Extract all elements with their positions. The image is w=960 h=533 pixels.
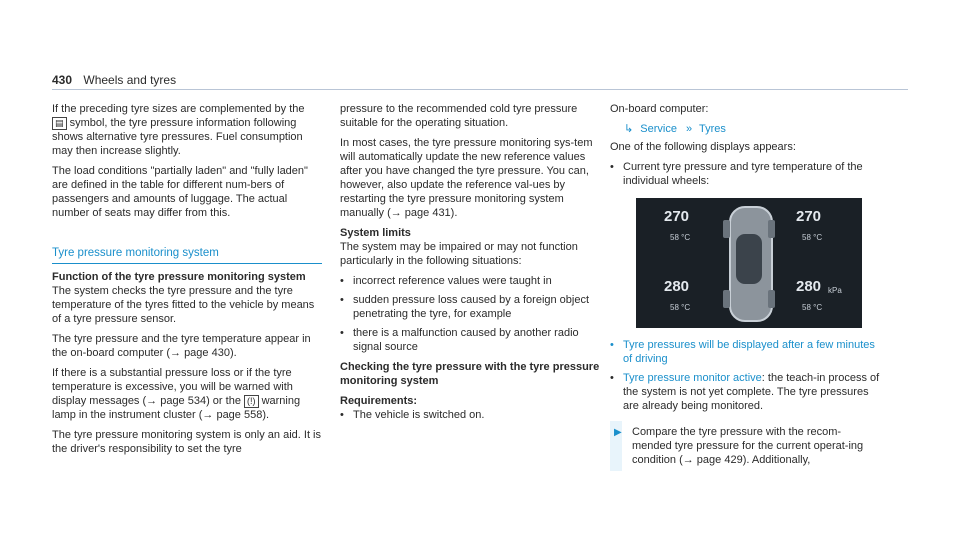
play-triangle-icon: ▶ (614, 427, 622, 438)
displays-intro: One of the following displays appears: (610, 141, 796, 153)
page-number: 430 (52, 73, 73, 87)
limits-intro: The system may be impaired or may not function particularly in the following situations: (340, 241, 578, 267)
tyre-warning-lamp-icon: (!) (244, 395, 259, 408)
wheel-rear-right (768, 290, 775, 308)
list-item: • sudden pressure loss caused by a foreign object penetrating the tyre, for example (340, 293, 602, 321)
front-right-temp: 58 °C (802, 233, 823, 242)
paragraph-text: If the preceding tyre sizes are complemented by the (52, 103, 305, 115)
status-label: Tyre pressure monitor active (623, 372, 762, 384)
limits-title: System limits (340, 227, 411, 239)
front-left-pressure: 270 (664, 208, 690, 225)
page-header (52, 73, 176, 87)
list-item: • The vehicle is switched on. (340, 408, 602, 422)
menu-arrow-icon: ↳ (624, 123, 634, 135)
list-item: • incorrect reference values were taught in (340, 274, 602, 288)
requirements-title: Requirements: (340, 395, 418, 407)
section-title: Tyre pressure monitoring system (52, 246, 322, 264)
paragraph-text: warning lamp in the instrument cluster (→ page 558). (52, 395, 301, 421)
paragraph-cold-pressure: pressure to the recommended cold tyre pressure suitable for the operating situation. (340, 103, 578, 129)
pressure-unit: kPa (828, 286, 842, 295)
paragraph-text: If there is a substantial pressure loss or if the tyre temperature is excessive, you will be warned with display messages (→ page 534) or the (52, 367, 293, 407)
tyre-info-symbol-icon: ▤ (52, 117, 67, 130)
status-description: : the teach-in process of the system is not yet complete. The tyre pressures are already being monitored. (623, 372, 880, 412)
paragraph-system-checks: The system checks the tyre pressure and the tyre temperature of the tyres fitted to the vehicle by means of a tyre pressure sensor. (52, 285, 315, 325)
list-item (610, 371, 880, 413)
paragraph-warning (52, 366, 322, 422)
subsection-title: Function of the tyre pressure monitoring system (52, 271, 306, 283)
paragraph-display: The tyre pressure and the tyre temperature appear in the on-board computer (→ page 430). (52, 333, 311, 359)
wheel-rear-left (723, 290, 730, 308)
menu-path (624, 122, 880, 136)
column-2 (340, 102, 602, 427)
list-item: • Tyre pressures will be displayed after a few minutes of driving (610, 338, 880, 366)
rear-right-pressure: 280 (796, 278, 822, 295)
action-step (610, 421, 880, 471)
tyre-pressure-display (636, 198, 862, 328)
column-3 (610, 102, 880, 471)
rear-right-temp: 58 °C (802, 303, 823, 312)
list-item: • Current tyre pressure and tyre temperature of the individual wheels: (610, 160, 880, 188)
chapter-title: Wheels and tyres (83, 73, 177, 87)
front-right-pressure: 270 (796, 208, 822, 225)
checking-title: Checking the tyre pressure with the tyre pressure monitoring system (340, 361, 600, 387)
car-roof (736, 234, 762, 284)
rear-left-pressure: 280 (664, 278, 690, 295)
wheel-front-left (723, 220, 730, 238)
list-item: • there is a malfunction caused by another radio signal source (340, 326, 602, 354)
paragraph-text: symbol, the tyre pressure information following shows alternative tyre pressures. Fuel consumption may then increase slightly. (52, 117, 303, 157)
front-left-temp: 58 °C (670, 233, 691, 242)
paragraph-load-conditions: The load conditions "partially laden" and "fully laden" are defined in the table for different num-bers of passengers and amounts of luggage. The actual number of seats may differ from this. (52, 165, 308, 219)
paragraph-aid: The tyre pressure monitoring system is only an aid. It is the driver's responsibility to set the tyre (52, 429, 321, 455)
paragraph-tyre-sizes (52, 102, 322, 158)
menu-item-tyres: Tyres (699, 123, 726, 135)
rear-left-temp: 58 °C (670, 303, 691, 312)
wheel-front-right (768, 220, 775, 238)
column-1 (52, 102, 322, 462)
double-chevron-icon: » (686, 123, 693, 135)
onboard-intro: On-board computer: (610, 103, 709, 115)
header-divider (52, 89, 908, 90)
paragraph-update: In most cases, the tyre pressure monitoring sys-tem will automatically update the new reference values after you have changed the tyre pressure. You can, however, also update the reference val-ues by restarting the tyre pressure monitoring system manually (→ page 431). (340, 137, 593, 219)
menu-item-service: Service (640, 123, 677, 135)
action-text: Compare the tyre pressure with the recom-mended tyre pressure for the current operat-ing condition (→ page 429). Additionally, (632, 426, 864, 466)
